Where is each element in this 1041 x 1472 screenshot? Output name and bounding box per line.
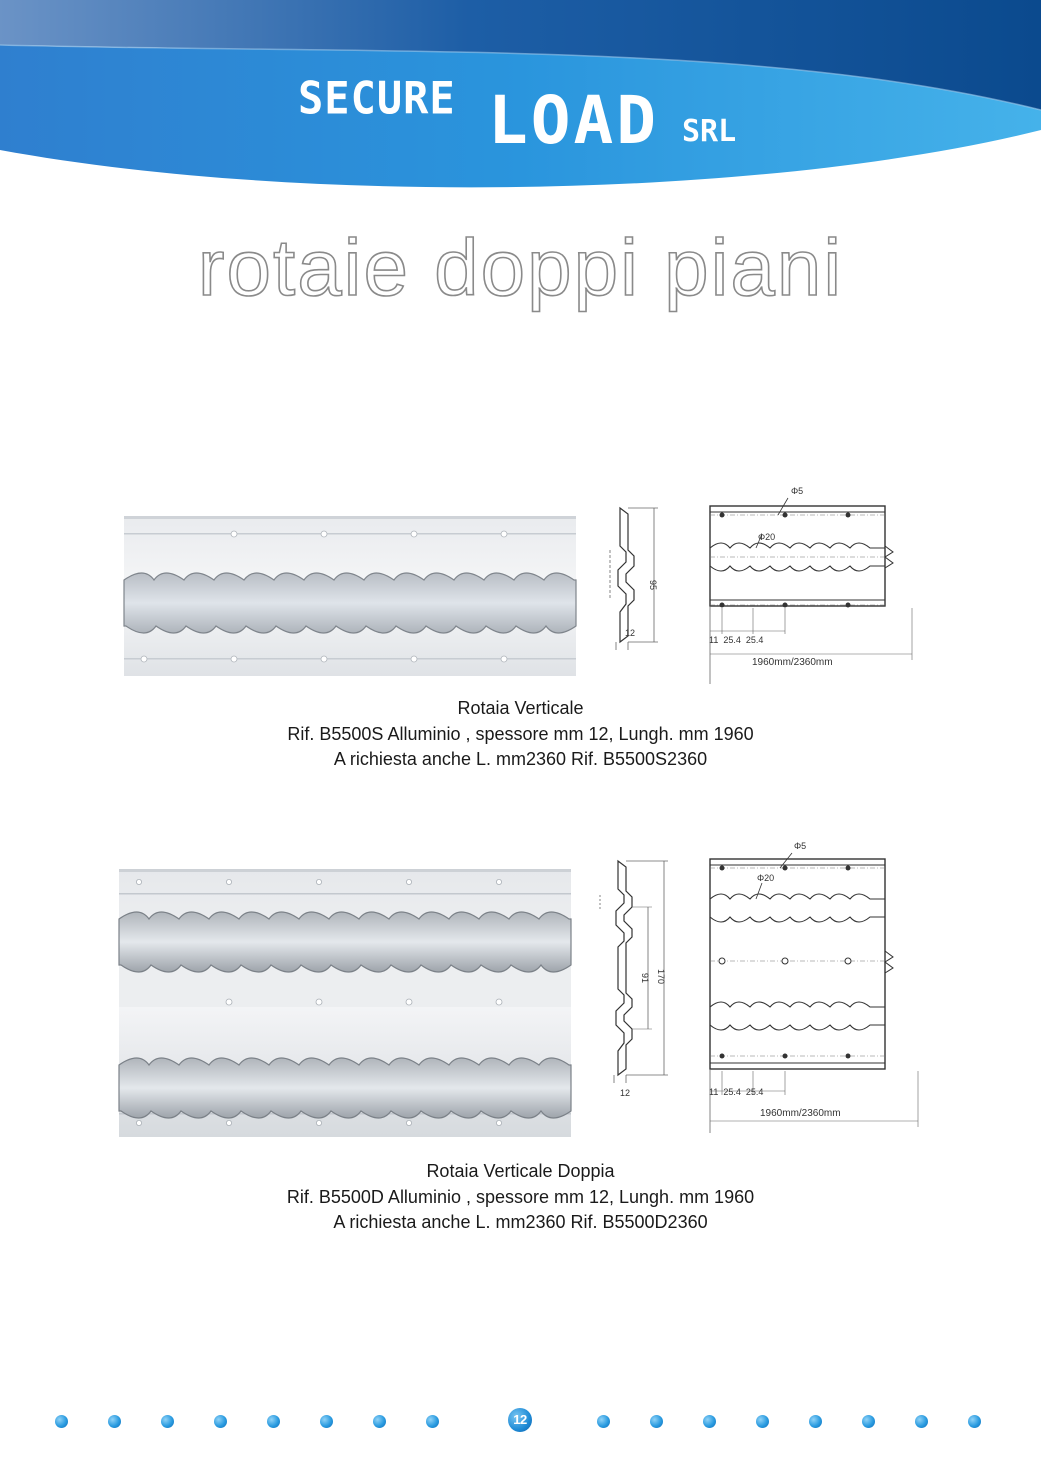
caption-option: A richiesta anche L. mm2360 Rif. B5500S2360	[333, 749, 708, 769]
product-caption	[0, 696, 1041, 773]
page-number: 12	[508, 1408, 532, 1432]
caption-reference: Rif. B5500D Alluminio , spessore mm 12, Lungh. mm 1960	[286, 1186, 755, 1207]
footer-dot	[862, 1415, 875, 1428]
footer-dot	[214, 1415, 227, 1428]
footer-dot	[597, 1415, 610, 1428]
footer-dot	[267, 1415, 280, 1428]
footer-dot	[55, 1415, 68, 1428]
double-rail-profile-drawing	[596, 855, 676, 1085]
spacing-labels: 11 25.4 25.4	[709, 635, 764, 645]
footer-dot	[320, 1415, 333, 1428]
rail-photo	[118, 508, 578, 686]
caption-title: Rotaia Verticale Doppia	[426, 1161, 615, 1181]
thickness-label: 12	[625, 628, 636, 638]
footer-dot	[373, 1415, 386, 1428]
slot-diameter-label: Φ20	[758, 532, 776, 542]
rail-profile-drawing	[598, 500, 673, 650]
caption-option: A richiesta anche L. mm2360 Rif. B5500D2360	[333, 1212, 708, 1232]
caption-reference: Rif. B5500S Alluminio , spessore mm 12, Lungh. mm 1960	[287, 723, 754, 744]
footer-dot	[426, 1415, 439, 1428]
inner-height-label: 91	[640, 973, 650, 984]
product-caption	[0, 1159, 1041, 1236]
hole-diameter-label: Φ5	[791, 486, 804, 496]
footer-dot	[756, 1415, 769, 1428]
footer-dot	[809, 1415, 822, 1428]
spacing-labels: 11 25.4 25.4	[709, 1087, 764, 1097]
page-title: rotaie doppi piani	[197, 223, 844, 312]
slot-diameter-label: Φ20	[757, 873, 775, 883]
double-rail-photo	[115, 865, 575, 1140]
height-label: 170	[656, 969, 666, 985]
caption-title: Rotaia Verticale	[457, 698, 584, 718]
footer-dot	[915, 1415, 928, 1428]
header-banner	[0, 0, 1041, 200]
hole-diameter-label: Φ5	[794, 841, 807, 851]
logo-load-text: LOAD	[488, 82, 659, 159]
height-label: 95	[648, 580, 658, 591]
length-label: 1960mm/2360mm	[752, 657, 833, 668]
logo-secure-text: SECURE	[298, 72, 456, 125]
rail-top-view-drawing	[700, 484, 915, 684]
footer-dot	[703, 1415, 716, 1428]
logo-srl-text: SRL	[682, 114, 737, 149]
brand-logo	[0, 60, 1041, 160]
footer-dot	[650, 1415, 663, 1428]
footer-decoration	[0, 1406, 1041, 1436]
length-label: 1960mm/2360mm	[760, 1108, 841, 1119]
footer-dot	[161, 1415, 174, 1428]
thickness-label: 12	[620, 1088, 631, 1098]
footer-dot	[968, 1415, 981, 1428]
footer-dot	[108, 1415, 121, 1428]
